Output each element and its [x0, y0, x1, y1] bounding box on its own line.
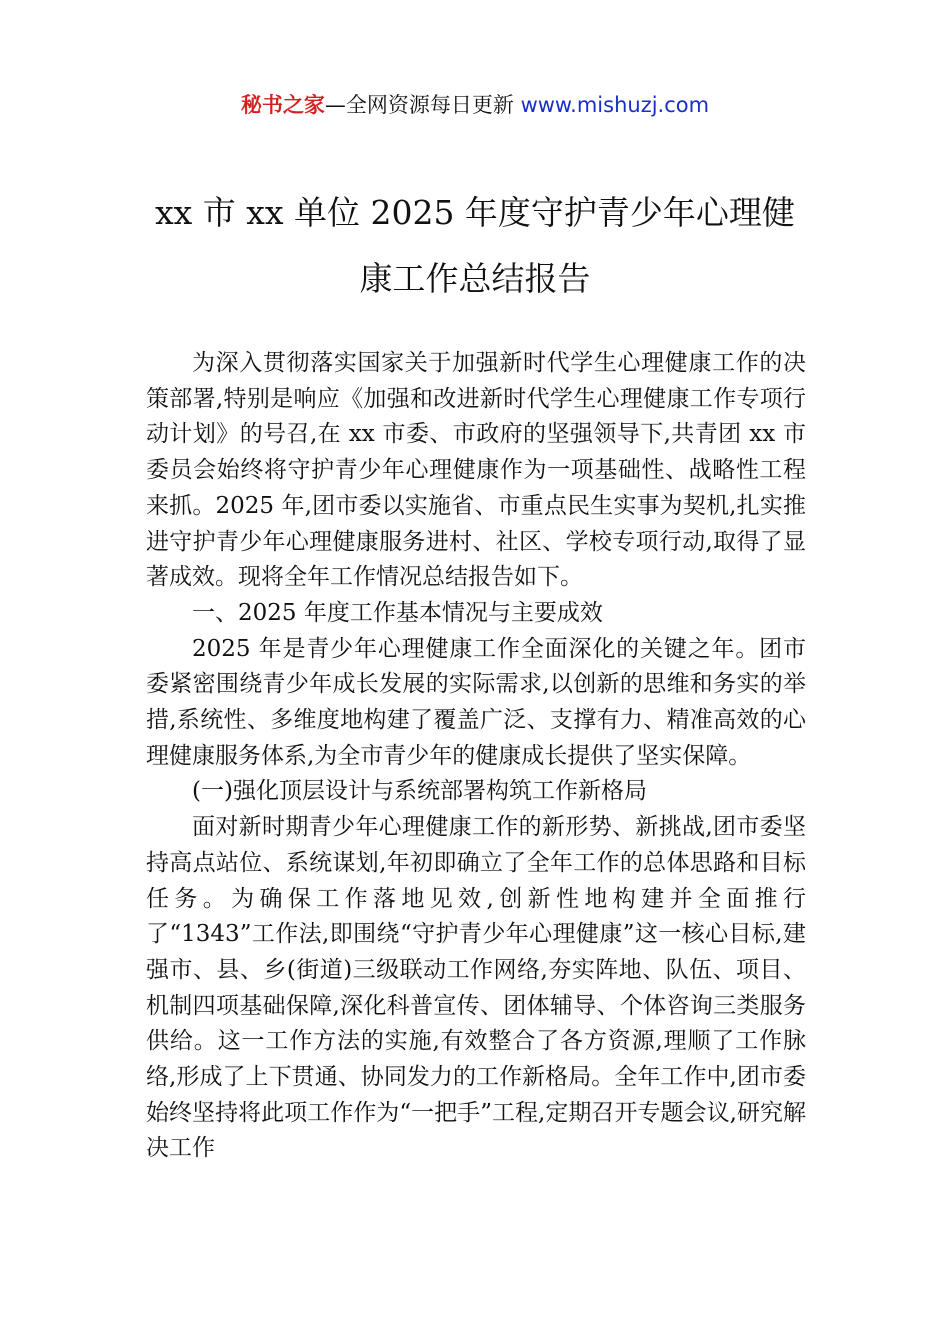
site-header — [0, 90, 950, 120]
title-line-1: xx 市 xx 单位 2025 年度守护青少年心理健 — [155, 193, 795, 232]
document-title — [120, 180, 830, 312]
subsection-1-paragraph: 面对新时期青少年心理健康工作的新形势、新挑战,团市委坚持高点站位、系统谋划,年初即确立了全年工作的总体思路和目标任务。为确保工作落地见效,创新性地构建并全面推行了“1343”工作法,即围绕“守护青少年心理健康”这一核心目标,建强市、县、乡(街道)三级联动工作网络,夯实阵地、队伍、项目、机制四项基础保障,深化科普宣传、团体辅导、个体咨询三类服务供给。这一工作方法的实施,有效整合了各方资源,理顺了工作脉络,形成了上下贯通、协同发力的工作新格局。全年工作中,团市委始终坚持将此项工作作为“一把手”工程,定期召开专题会议,研究解决工作 — [146, 814, 806, 1162]
title-line-2: 康工作总结报告 — [359, 259, 591, 298]
intro-paragraph: 为深入贯彻落实国家关于加强新时代学生心理健康工作的决策部署,特别是响应《加强和改进新时代学生心理健康工作专项行动计划》的号召,在 xx 市委、市政府的坚强领导下,共青团 xx 市委员会始终将守护青少年心理健康作为一项基础性、战略性工程来抓。2025 年,团市委以实施省、市重点民生实事为契机,扎实推进守护青少年心理健康服务进村、社区、学校专项行动,取得了显著成效。现将全年工作情况总结报告如下。 — [146, 350, 806, 591]
section-1-paragraph: 2025 年是青少年心理健康工作全面深化的关键之年。团市委紧密围绕青少年成长发展的实际需求,以创新的思维和务实的举措,系统性、多维度地构建了覆盖广泛、支撑有力、精准高效的心理健康服务体系,为全市青少年的健康成长提供了坚实保障。 — [146, 635, 806, 769]
section-1-heading: 一、2025 年度工作基本情况与主要成效 — [192, 599, 603, 626]
subsection-1-heading: (一)强化顶层设计与系统部署构筑工作新格局 — [192, 778, 647, 805]
site-url-link[interactable]: www.mishuzj.com — [520, 93, 710, 117]
document-body — [146, 346, 806, 1167]
header-tagline: —全网资源每日更新 — [324, 93, 514, 117]
brand-name: 秘书之家 — [240, 93, 325, 117]
